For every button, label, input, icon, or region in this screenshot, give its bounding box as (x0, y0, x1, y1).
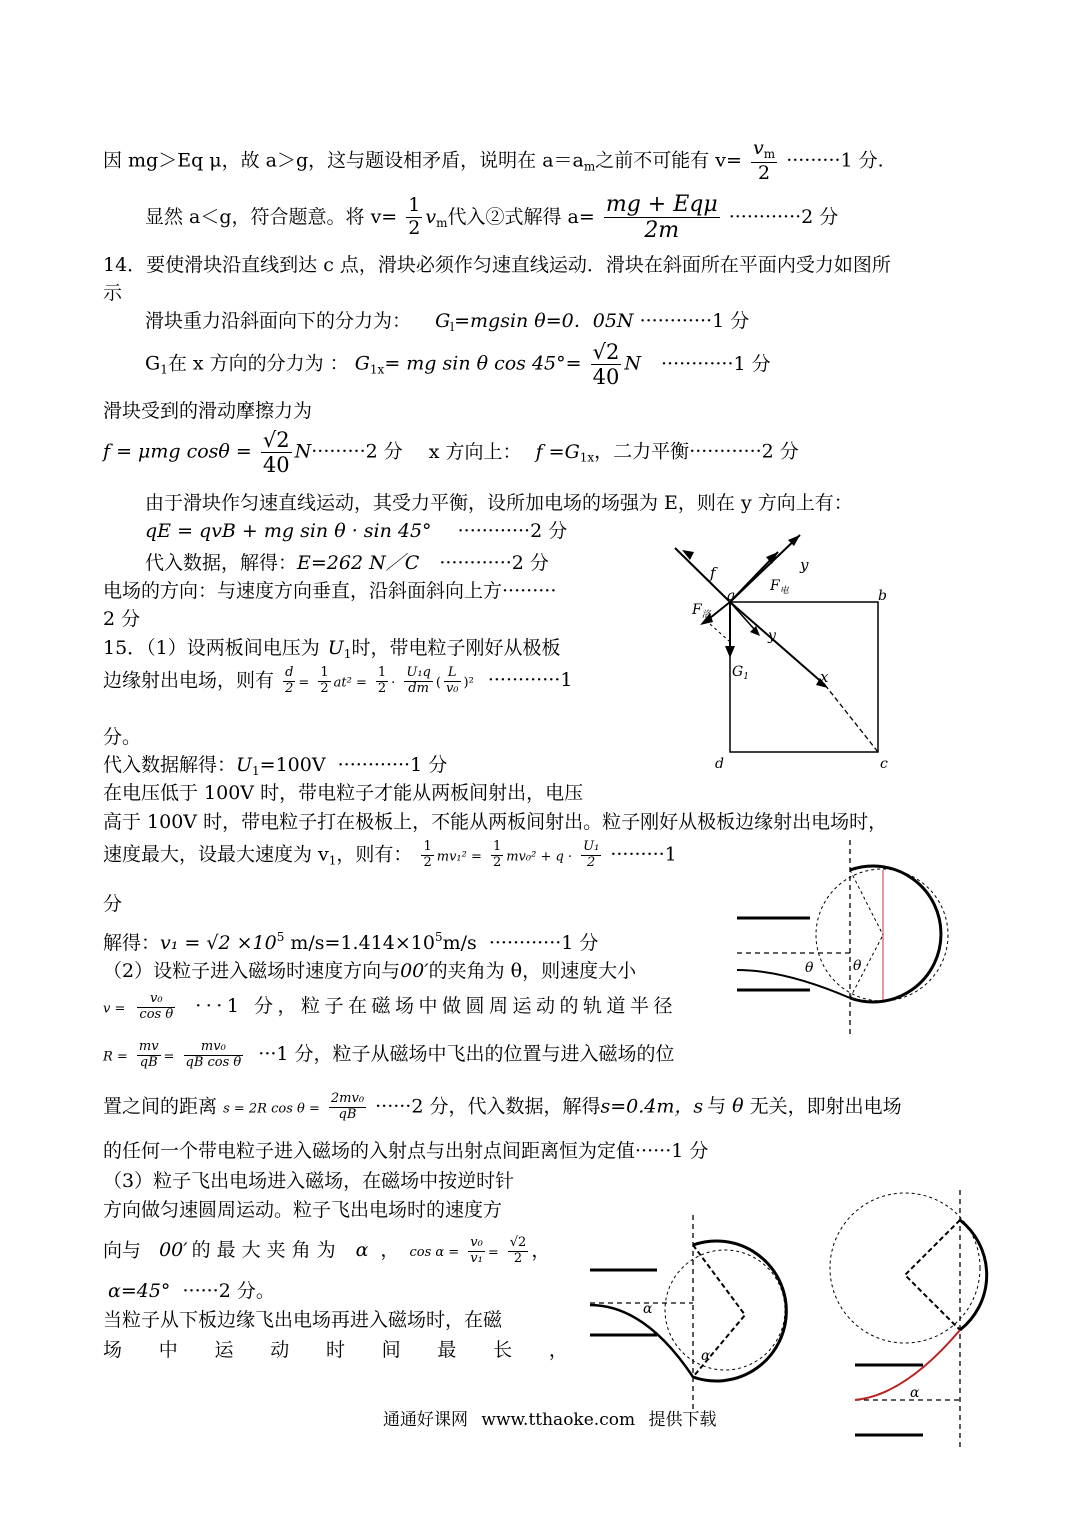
text: N (294, 440, 312, 463)
label-g1: $G_1$ (732, 664, 749, 682)
solution-line-2 (145, 192, 838, 244)
text: 与 (707, 1095, 727, 1118)
denominator: v₀ (445, 680, 459, 696)
fraction (581, 840, 601, 871)
radius-lines (905, 1220, 960, 1330)
problem-15-heading (103, 637, 560, 661)
g1-arrow-icon (725, 646, 735, 658)
text: s=0.4m， (600, 1095, 694, 1118)
magnetic-field-figure-4 (825, 1190, 990, 1448)
numerator: 2mv₀ (330, 1091, 365, 1106)
solution-line-19 (103, 840, 677, 871)
text: 00′ (400, 960, 429, 982)
fraction (406, 195, 422, 240)
solution-line-1 (103, 138, 884, 185)
text: 代入②式解得 a= (447, 205, 595, 228)
solution-line-30 (108, 1280, 275, 1303)
text: 由于滑块作匀速直线运动，其受力平衡，设所加电场的场强为 E，则在 y 方向上有： (145, 492, 853, 514)
subscript: 1 (328, 853, 337, 868)
denominator: qB (338, 1106, 357, 1122)
text: 的任何一个带电粒子进入磁场的入射点与出射点间距离恒为定值······1 分 (103, 1140, 709, 1162)
denominator: 2 (587, 854, 596, 870)
solution-line-12 (103, 608, 140, 631)
text: θ (732, 1095, 744, 1118)
text: ···1 分，粒子从磁场中飞出的位置与进入磁场的位 (258, 1043, 675, 1066)
text: m/s=1.414×10 (284, 932, 435, 954)
dashed-helper-line (710, 624, 730, 642)
text: 边缘射出电场，则有 (103, 669, 275, 692)
text: 代入数据，解得： (145, 552, 298, 574)
text: = mg sin θ cos 45°= (384, 352, 582, 375)
text: s (693, 1095, 704, 1118)
denominator: 2 (377, 680, 387, 696)
text: ···1 分，粒子在磁场中做圆周运动的轨道半径 (195, 995, 677, 1018)
fraction (468, 1236, 485, 1267)
score: ·········1 分. (786, 149, 884, 172)
text: 14．要使滑块沿直线到达 c 点，滑块必须作匀速直线运动．滑块在斜面所在平面内受力如图所 (103, 254, 891, 276)
problem-14-heading-cont (103, 282, 122, 305)
solution-line-6 (103, 400, 312, 423)
label-lorentz-force: $F_洛$ (692, 602, 711, 620)
label-c: c (880, 756, 888, 772)
numerator: v₀ (470, 1235, 483, 1250)
text: x 方向上： (428, 440, 522, 463)
text: mv₀² + q · (506, 849, 573, 865)
magnetic-field-figure-3 (585, 1215, 830, 1415)
score: ············1 分 (639, 310, 750, 332)
denominator: 2 (513, 1250, 523, 1266)
deflection-path (590, 1305, 693, 1377)
solution-line-32 (103, 1339, 568, 1362)
text: 场 (103, 1339, 123, 1361)
score: ······2 分。 (182, 1280, 275, 1302)
text: cos α = (409, 1245, 460, 1261)
text: 的最大夹角为 (191, 1239, 342, 1262)
alpha-label: α (910, 1385, 920, 1401)
solution-line-31 (103, 1309, 502, 1332)
text: = (163, 1049, 175, 1065)
footer-url: www.tthaoke.com (481, 1410, 636, 1430)
denominator: 2 (320, 680, 329, 696)
score: ·········1 (610, 843, 677, 866)
text: 中 (158, 1339, 178, 1361)
fraction (137, 992, 175, 1023)
f-force-line (675, 548, 730, 602)
fraction (421, 840, 433, 871)
text: N (624, 352, 641, 375)
text: = (487, 1245, 499, 1261)
solution-line-20 (103, 893, 122, 916)
text: at² = (333, 675, 367, 691)
score: ············2 分 (457, 520, 568, 542)
denominator: qB cos θ (185, 1054, 242, 1070)
score: 2 分 (103, 608, 141, 630)
label-d: d (715, 756, 724, 772)
text: （3）粒子飞出电场进入磁场，在磁场中按逆时针 (103, 1170, 515, 1192)
alpha-label-2: α (701, 1348, 711, 1364)
solution-line-11 (103, 580, 556, 603)
text: f = μmg cosθ = (103, 440, 252, 463)
text: ， (548, 1339, 568, 1361)
text: )² (463, 675, 474, 691)
text: mv₁² = (436, 849, 482, 865)
solution-line-10 (145, 552, 549, 575)
score: ············2 分 (439, 552, 549, 574)
solution-line-5 (145, 340, 771, 389)
text: 之前不可能有 v= (595, 149, 742, 172)
problem-14-heading (103, 254, 891, 277)
numerator: d (285, 665, 294, 680)
fraction (261, 428, 292, 477)
text: 最 (437, 1339, 457, 1361)
reference-circle (816, 869, 948, 1001)
solution-line-25 (103, 1092, 902, 1123)
label-b: b (878, 588, 887, 604)
solution-line-22 (103, 960, 636, 983)
denominator: qB (139, 1054, 158, 1070)
score: ············1 (487, 669, 573, 692)
solution-line-23 (103, 992, 677, 1023)
subscript: m (763, 147, 776, 161)
subscript: 1x (369, 362, 385, 377)
fraction (508, 1236, 529, 1267)
fraction (404, 666, 433, 697)
text: E=262 N／C (297, 552, 420, 574)
denominator: 40 (262, 453, 290, 478)
solution-line-21 (103, 930, 598, 955)
text: ， (531, 1239, 551, 1262)
label-y-axis: y (800, 556, 809, 574)
text: 向与 (103, 1239, 142, 1262)
incline-square (730, 602, 878, 752)
label-x-axis: x (820, 668, 829, 686)
subscript: 1x (579, 450, 595, 465)
solution-line-7 (103, 428, 799, 477)
text: s = 2R cos θ = (223, 1101, 320, 1117)
denominator: 40 (592, 365, 620, 390)
text: G (354, 352, 370, 375)
text: 运 (214, 1339, 234, 1361)
solution-line-26 (103, 1140, 708, 1163)
fraction (283, 666, 295, 697)
text: 显然 a＜g，符合题意。将 v= (145, 205, 398, 228)
text: 分 (103, 893, 123, 915)
text: 解得： (103, 932, 161, 954)
text: 长 (493, 1339, 513, 1361)
text: （2）设粒子进入磁场时速度方向与 (103, 960, 401, 982)
numerator: v₀ (137, 992, 175, 1008)
score: ············1 分 (337, 754, 448, 776)
footer-text: 提供下载 (648, 1410, 717, 1430)
denominator: 2 (285, 680, 294, 696)
numerator: √2 (262, 428, 290, 452)
text: G (145, 352, 161, 375)
text: α (355, 1239, 369, 1262)
subscript: m (436, 215, 448, 230)
text: R = (103, 1049, 128, 1065)
text: ······2 分，代入数据，解得 (375, 1095, 601, 1118)
fraction (184, 1040, 244, 1071)
text: 的夹角为 θ，则速度大小 (428, 960, 637, 982)
subscript: 1 (343, 647, 352, 661)
text: U (236, 754, 253, 776)
numerator: mv₀ (184, 1040, 244, 1056)
text: v₁ = √2 ×10 (160, 932, 277, 954)
solution-line-28 (103, 1199, 502, 1222)
solution-line-9 (145, 520, 567, 543)
numerator: mg + Eqμ (605, 192, 718, 217)
numerator: 1 (423, 839, 432, 854)
force-diagram-figure (660, 530, 900, 780)
text: f =G (535, 440, 580, 463)
solution-line-18 (103, 811, 887, 834)
text: ，则有： (336, 843, 413, 866)
trajectory-arc (850, 866, 941, 1002)
subscript: 1 (252, 764, 260, 778)
text: = (298, 675, 310, 691)
subscript: 1 (160, 362, 168, 377)
solution-line-16 (103, 754, 447, 778)
text: 时，带电粒子刚好从极板 (351, 637, 561, 659)
numerator: 1 (492, 839, 502, 854)
text: 代入数据解得： (103, 754, 237, 776)
score: ············2 分 (689, 440, 799, 463)
text: U (327, 637, 344, 659)
text: 15．（1）设两板间电压为 (103, 637, 320, 659)
text: v (425, 205, 437, 228)
text: ( (435, 675, 441, 691)
text: 高于 100V 时，带电粒子打在极板上，不能从两板间射出。粒子刚好从极板边缘射出电场时， (103, 811, 888, 833)
text: 置之间的距离 (103, 1095, 218, 1118)
text: 滑块重力沿斜面向下的分力为： (145, 310, 412, 332)
fraction (591, 340, 622, 389)
solution-line-14 (103, 666, 572, 697)
reference-circle (830, 1193, 980, 1343)
text: 00′ (159, 1239, 188, 1262)
numerator: L (444, 666, 461, 682)
dashed-path-to-c (825, 685, 878, 752)
deflection-path (737, 970, 850, 998)
numerator: v (753, 137, 764, 159)
solution-line-15 (103, 726, 141, 749)
numerator: 1 (408, 194, 421, 217)
subscript: m (583, 159, 596, 174)
numerator: U₁ (583, 839, 600, 854)
text: 因 mg＞Eq μ，故 a＞g，这与题设相矛盾，说明在 a＝a (103, 149, 584, 172)
denominator: cos θ (139, 1006, 174, 1022)
text: =mgsin θ=0．05N (454, 310, 634, 332)
numerator: √2 (592, 340, 620, 364)
text: ， (380, 1239, 400, 1262)
text: α=45° (108, 1280, 171, 1302)
radius-line-1 (850, 870, 883, 935)
text: 速度最大，设最大速度为 v (103, 843, 329, 866)
f-arrow-icon (682, 550, 694, 560)
text: 在电压低于 100V 时，带电粒子才能从两板间射出，电压 (103, 782, 584, 804)
denominator: 2m (644, 218, 680, 244)
text: 滑块受到的滑动摩擦力为 (103, 400, 313, 422)
text: 时 (325, 1339, 345, 1361)
superscript: 5 (434, 930, 443, 944)
text: 示 (103, 282, 123, 304)
numerator: √2 (509, 1235, 527, 1250)
denominator: dm (408, 680, 429, 696)
text: 方向做匀速圆周运动。粒子飞出电场时的速度方 (103, 1199, 503, 1221)
text: m/s (442, 932, 477, 954)
label-f: f (710, 564, 716, 582)
denominator: 2 (492, 854, 502, 870)
text: G (435, 310, 451, 332)
footer-site-name: 通通好课网 (383, 1410, 468, 1430)
solution-line-8 (145, 492, 853, 515)
superscript: 5 (276, 930, 285, 944)
denominator: 2 (423, 854, 432, 870)
text: 间 (381, 1339, 401, 1361)
denominator: 2 (408, 217, 421, 240)
solution-line-17 (103, 782, 583, 805)
fraction (137, 1040, 161, 1071)
text: 电场的方向：与速度方向垂直，沿斜面斜向上方········· (103, 580, 557, 602)
solution-line-29 (103, 1236, 550, 1267)
numerator: 1 (320, 665, 329, 680)
text: 分。 (103, 726, 142, 748)
solution-line-4 (145, 310, 749, 334)
v-direction-line (730, 602, 755, 630)
fraction (318, 666, 330, 697)
text: 无关，即射出电场 (749, 1095, 902, 1118)
solution-line-27 (103, 1170, 514, 1193)
text: 动 (270, 1339, 290, 1361)
equation: qE = qvB + mg sin θ · sin 45° (145, 520, 432, 542)
alpha-label-1: α (643, 1301, 653, 1317)
text: =100V (259, 754, 326, 776)
subscript: l (450, 320, 455, 334)
denominator: 2 (758, 161, 771, 184)
label-a: a (727, 588, 736, 604)
solution-line-24 (103, 1040, 675, 1071)
fraction (329, 1092, 366, 1123)
magnetic-field-figure-2 (735, 840, 975, 1040)
label-v: y (768, 628, 776, 644)
theta-label-1: θ (805, 960, 814, 976)
score: ············1 分 (488, 932, 599, 954)
text: · (391, 675, 396, 691)
numerator: U₁q (406, 665, 431, 680)
fraction (376, 666, 388, 697)
text: v = (103, 1001, 126, 1017)
theta-label-2: θ (853, 958, 862, 974)
score: ············2 分 (728, 205, 839, 228)
denominator: v₁ (470, 1250, 483, 1266)
numerator: mv (138, 1039, 159, 1054)
label-electric-force: $F_电$ (770, 578, 789, 596)
reference-circle (665, 1250, 785, 1370)
numerator: 1 (377, 665, 387, 680)
text: 当粒子从下板边缘飞出电场再进入磁场时，在磁 (103, 1309, 503, 1331)
fraction (491, 840, 503, 871)
text: ，二力平衡 (594, 440, 690, 463)
score: ·········2 分 (311, 440, 403, 463)
fraction (444, 666, 461, 697)
fraction (604, 192, 720, 244)
text: 在 x 方向的分力为 ： (167, 352, 349, 375)
fraction (751, 138, 777, 185)
score: ············1 分 (661, 352, 771, 375)
